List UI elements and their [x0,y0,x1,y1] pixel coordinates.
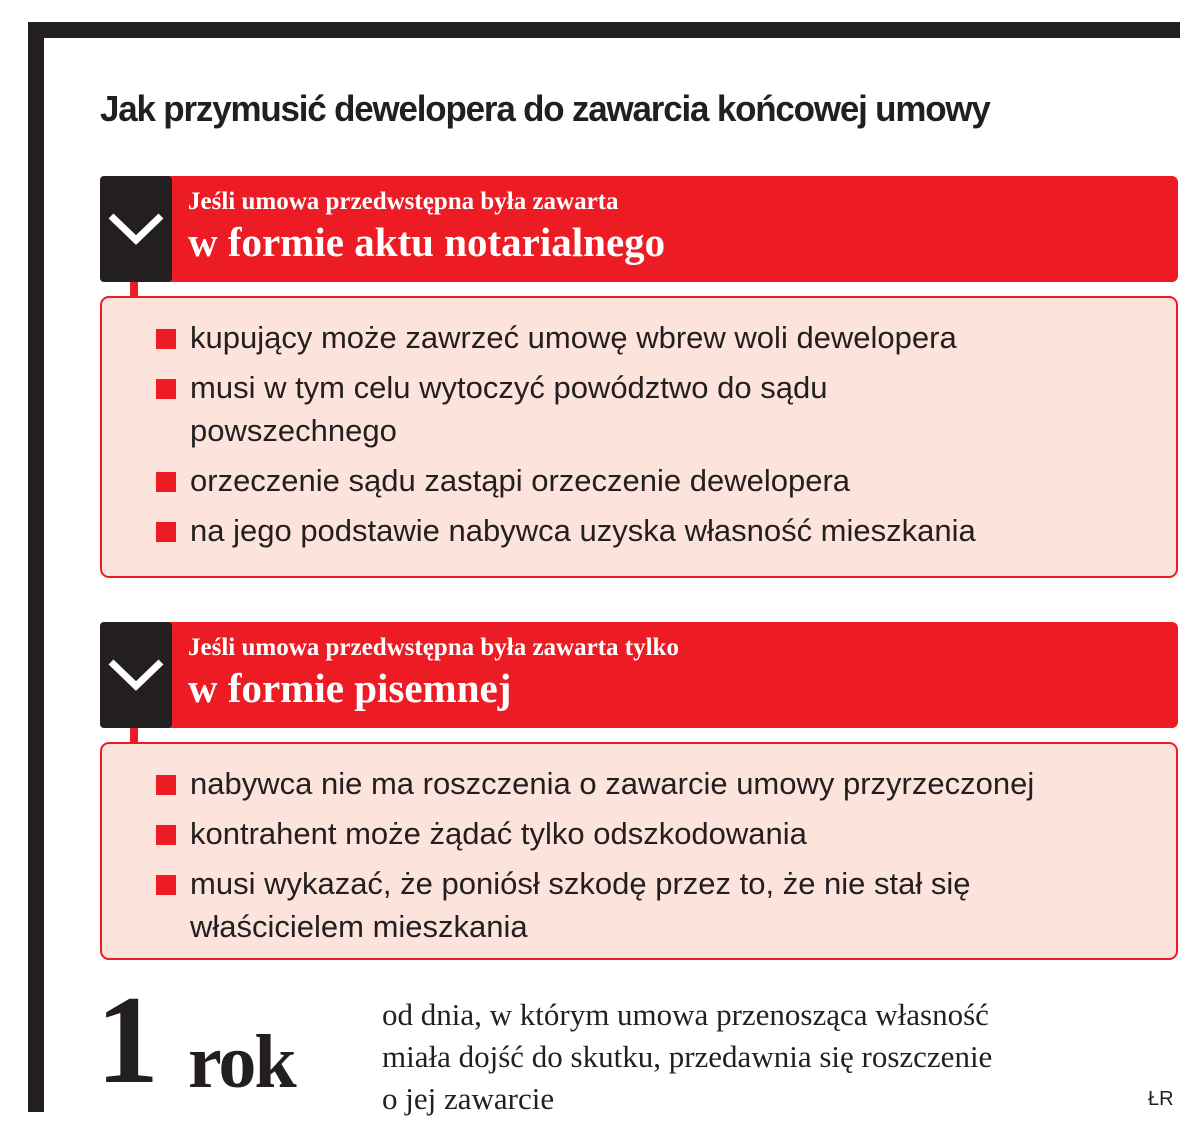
period-number: 1 [96,971,155,1110]
chevron-down-icon [107,658,165,692]
section-panel [100,296,1178,578]
frame-top-rule [28,22,1180,38]
bullet-list [190,316,976,559]
list-item: na jego podstawie nabywca uzyska własność mieszkania [190,509,976,552]
section-header-big: w formie aktu notarialnego [188,219,666,265]
square-bullet-icon [156,875,176,895]
section-header-big: w formie pisemnej [188,665,512,711]
section-header-small: Jeśli umowa przedwstępna była zawarta [188,188,619,215]
square-bullet-icon [156,775,176,795]
square-bullet-icon [156,522,176,542]
period-unit: rok [188,1020,295,1104]
list-item: musi wykazać, że poniósł szkodę przez to, że nie stał się [190,862,1034,905]
section-panel [100,742,1178,960]
list-item: kupujący może zawrzeć umowę wbrew woli dewelopera [190,316,976,359]
square-bullet-icon [156,825,176,845]
chevron-down-icon [107,212,165,246]
note-line: o jej zawarcie [382,1081,555,1116]
list-item: musi w tym celu wytoczyć powództwo do sądu [190,366,976,409]
square-bullet-icon [156,329,176,349]
frame-left-rule [28,22,44,1112]
page-title: Jak przymusić dewelopera do zawarcia końcowej umowy [100,88,990,129]
section-header [166,622,1178,728]
period-note [382,994,1172,1120]
list-item-continuation: właścicielem mieszkania [190,909,528,944]
author-credit: ŁR [1148,1088,1174,1110]
list-item: nabywca nie ma roszczenia o zawarcie umowy przyrzeczonej [190,762,1034,805]
chevron-box [100,176,172,282]
list-item: kontrahent może żądać tylko odszkodowania [190,812,1034,855]
note-line: miała dojść do skutku, przedawnia się roszczenie [382,1039,993,1074]
section-header [166,176,1178,282]
note-line: od dnia, w którym umowa przenosząca własność [382,997,989,1032]
list-item-continuation: powszechnego [190,413,397,448]
chevron-box [100,622,172,728]
bullet-list [190,762,1034,955]
square-bullet-icon [156,472,176,492]
section-header-small: Jeśli umowa przedwstępna była zawarta tylko [188,634,679,661]
list-item: orzeczenie sądu zastąpi orzeczenie dewelopera [190,459,976,502]
square-bullet-icon [156,379,176,399]
